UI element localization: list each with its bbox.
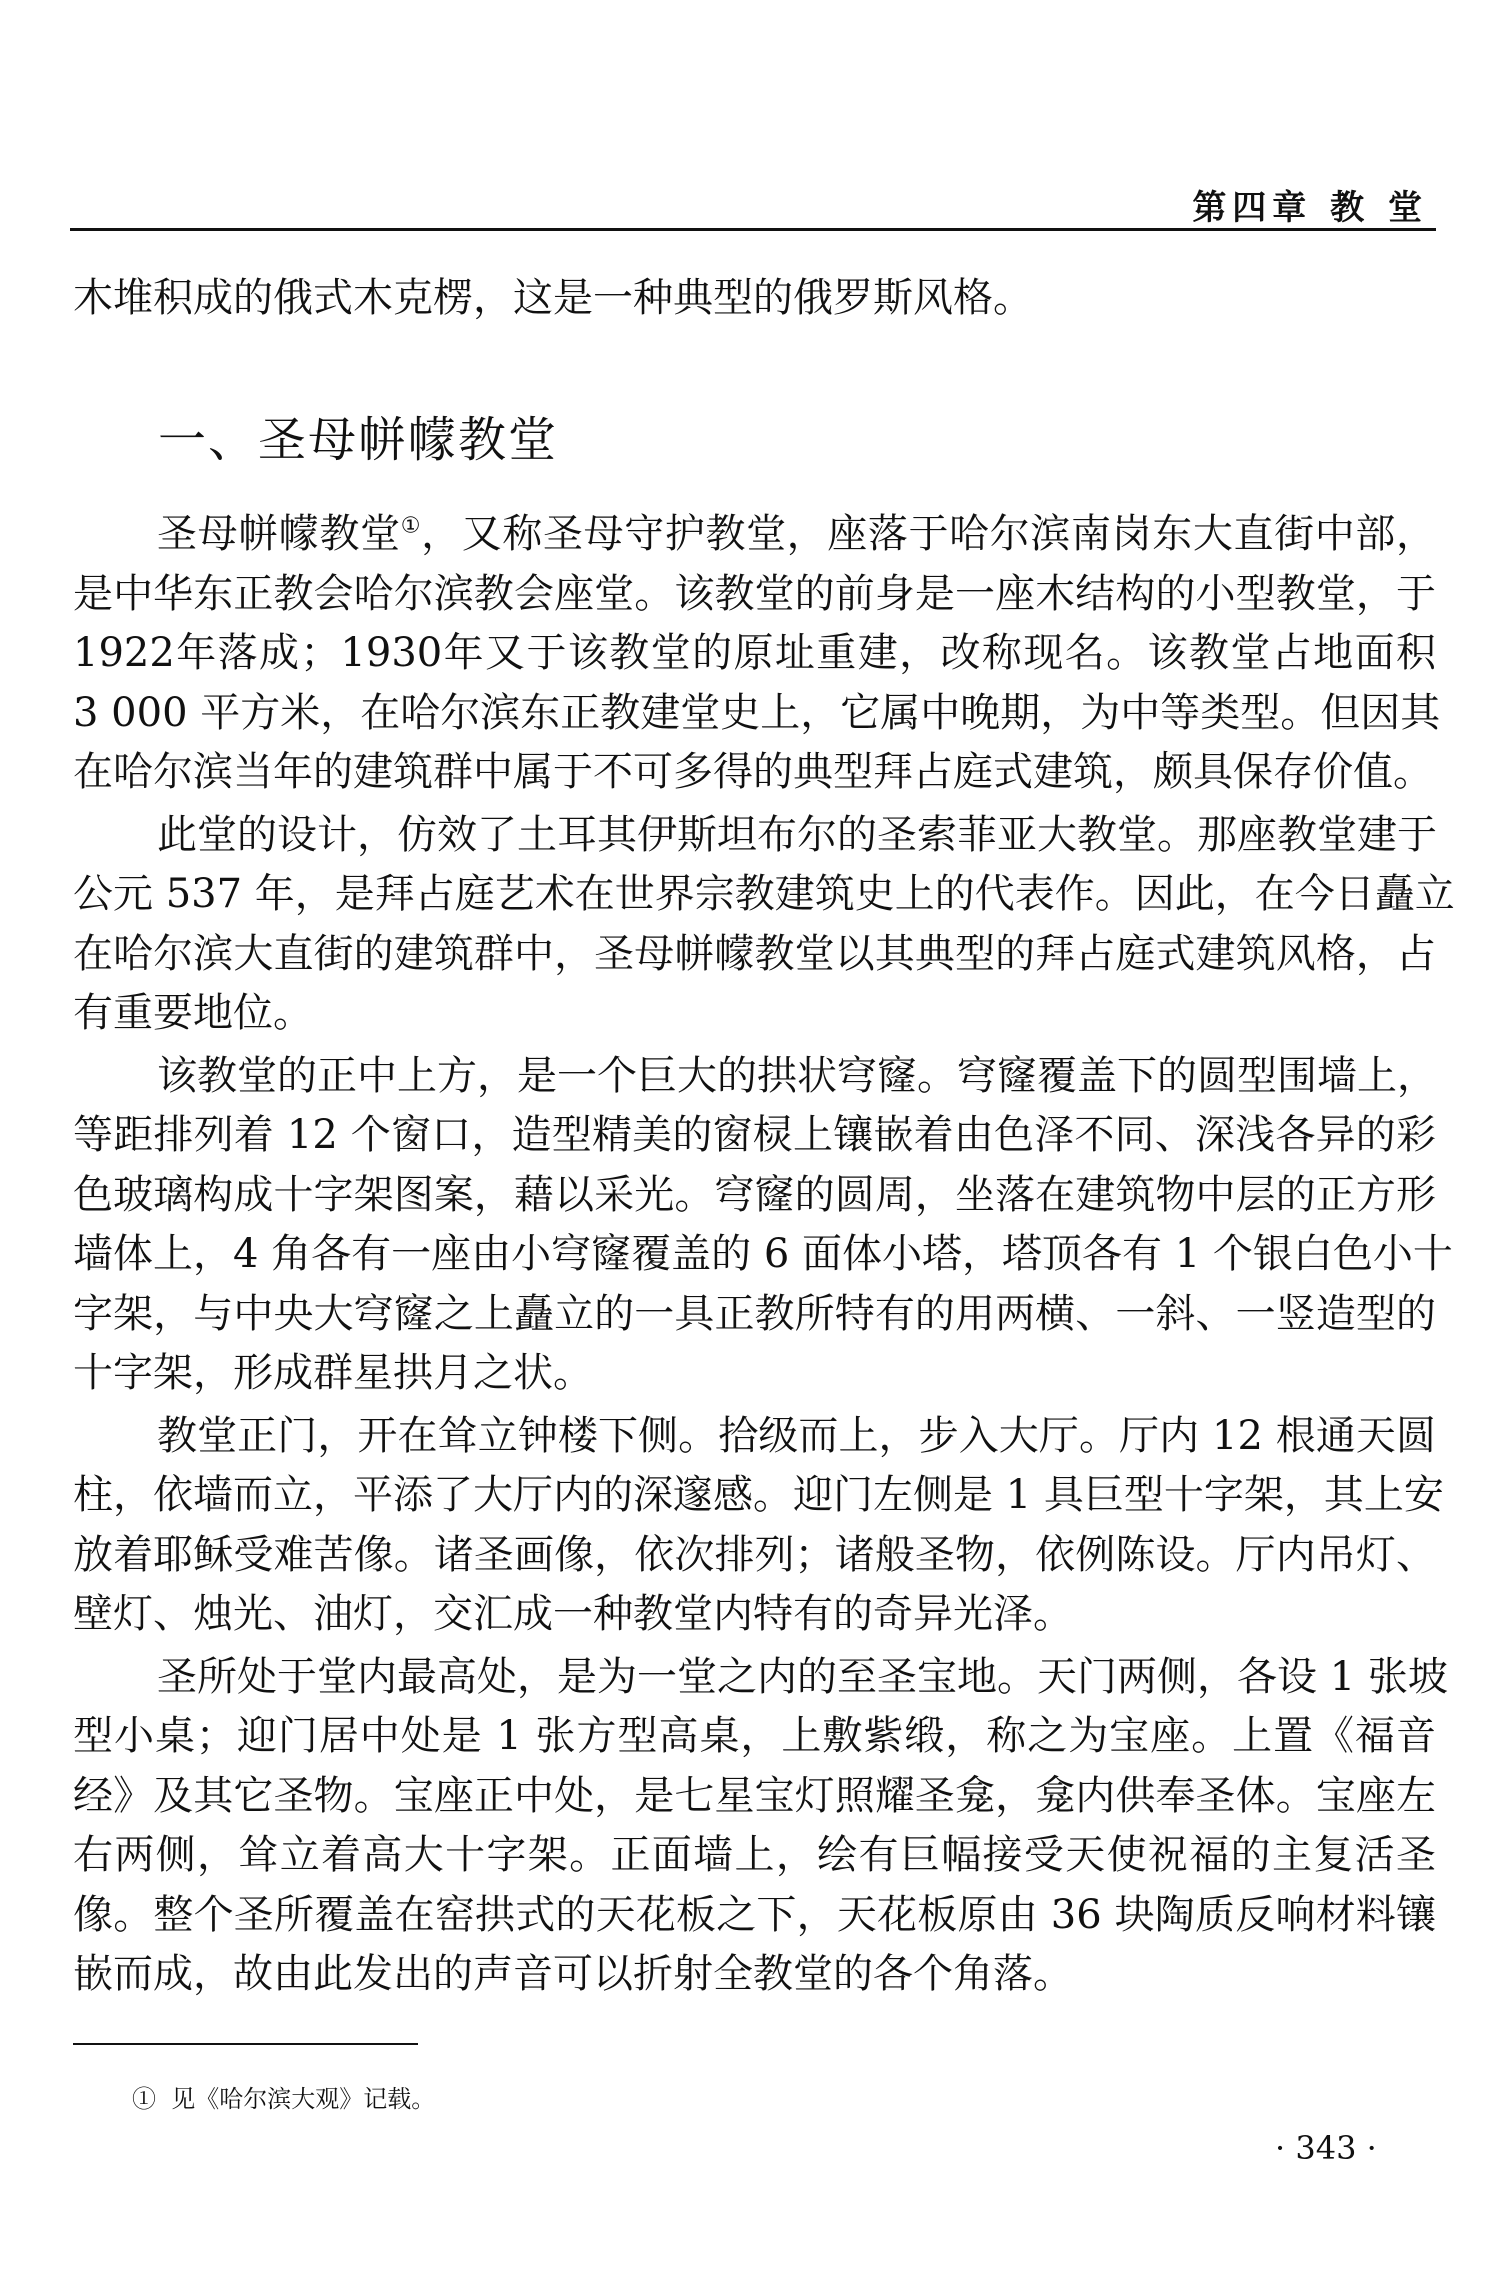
text-line: 在哈尔滨大直街的建筑群中，圣母帡幪教堂以其典型的拜占庭式建筑风格，占	[73, 930, 1436, 977]
text-line: 右两侧，耸立着高大十字架。正面墙上，绘有巨幅接受天使祝福的主复活圣	[73, 1832, 1436, 1878]
text-line: 柱，依墙而立，平添了大厅内的深邃感。迎门左侧是 1 具巨型十字架，其上安	[73, 1472, 1444, 1518]
carryover-line: 木堆积成的俄式木克楞，这是一种典型的俄罗斯风格。	[73, 275, 1033, 321]
text-segment: ，又称圣母守护教堂，座落于哈尔滨南岗东大直街中部，	[421, 511, 1437, 557]
text-line: 有重要地位。	[73, 990, 313, 1036]
text-line: 型小桌；迎门居中处是 1 张方型高桌，上敷紫缎，称之为宝座。上置《福音	[73, 1713, 1436, 1759]
text-line: 经》及其它圣物。宝座正中处，是七星宝灯照耀圣龛，龛内供奉圣体。宝座左	[73, 1772, 1436, 1819]
text-line: 色玻璃构成十字架图案，藉以采光。穹窿的圆周，坐落在建筑物中层的正方形	[73, 1171, 1436, 1218]
paragraph	[73, 806, 1455, 1044]
text-line: 教堂正门，开在耸立钟楼下侧。拾级而上，步入大厅。厅内 12 根通天圆	[157, 1412, 1436, 1459]
text-line: 3 000 平方米，在哈尔滨东正教建堂史上，它属中晚期，为中等类型。但因其	[73, 689, 1441, 736]
paragraph	[73, 1407, 1444, 1645]
footnote-rule	[73, 2043, 418, 2045]
body-text	[73, 505, 1455, 2008]
section-heading: 一、圣母帡幪教堂	[158, 412, 559, 468]
text-line: 像。整个圣所覆盖在窑拱式的天花板之下，天花板原由 36 块陶质反响材料镶	[73, 1891, 1436, 1938]
text-line: 在哈尔滨当年的建筑群中属于不可多得的典型拜占庭式建筑，颇具保存价值。	[73, 749, 1433, 795]
paragraph	[73, 1047, 1453, 1404]
text-line: 此堂的设计，仿效了土耳其伊斯坦布尔的圣索菲亚大教堂。那座教堂建于	[157, 811, 1437, 858]
page-number: · 343 ·	[1275, 2129, 1377, 2167]
header-rule	[70, 228, 1436, 231]
text-segment: 圣母帡幪教堂	[157, 511, 401, 557]
running-header-chapter-title: 第四章 教 堂	[1192, 188, 1428, 228]
text-line	[73, 505, 1436, 565]
text-line: 字架，与中央大穹窿之上矗立的一具正教所特有的用两横、一斜、一竖造型的	[73, 1290, 1436, 1337]
text-line: 公元 537 年，是拜占庭艺术在世界宗教建筑史上的代表作。因此，在今日矗立	[73, 871, 1455, 917]
text-line: 圣所处于堂内最高处，是为一堂之内的至圣宝地。天门两侧，各设 1 张坡	[157, 1653, 1448, 1700]
footnote-marker: ①	[400, 513, 422, 539]
paragraph	[73, 1648, 1448, 2005]
text-line: 等距排列着 12 个窗口，造型精美的窗棂上镶嵌着由色泽不同、深浅各异的彩	[73, 1112, 1436, 1158]
paragraph	[73, 505, 1441, 803]
text-line: 是中华东正教会哈尔滨教会座堂。该教堂的前身是一座木结构的小型教堂，于	[73, 570, 1436, 617]
text-line: 嵌而成，故由此发出的声音可以折射全教堂的各个角落。	[73, 1951, 1073, 1997]
text-line: 放着耶稣受难苦像。诸圣画像，依次排列；诸般圣物，依例陈设。厅内吊灯、	[73, 1531, 1436, 1578]
text-line: 该教堂的正中上方，是一个巨大的拱状穹窿。穹窿覆盖下的圆型围墙上，	[157, 1052, 1437, 1099]
text-line: 十字架，形成群星拱月之状。	[73, 1350, 593, 1396]
text-line: 墙体上，4 角各有一座由小穹窿覆盖的 6 面体小塔，塔顶各有 1 个银白色小十	[73, 1231, 1453, 1277]
text-line: 壁灯、烛光、油灯，交汇成一种教堂内特有的奇异光泽。	[73, 1591, 1073, 1637]
footnote: ① 见《哈尔滨大观》记载。	[132, 2085, 436, 2113]
text-line: 1922年落成；1930年又于该教堂的原址重建，改称现名。该教堂占地面积	[73, 630, 1436, 676]
